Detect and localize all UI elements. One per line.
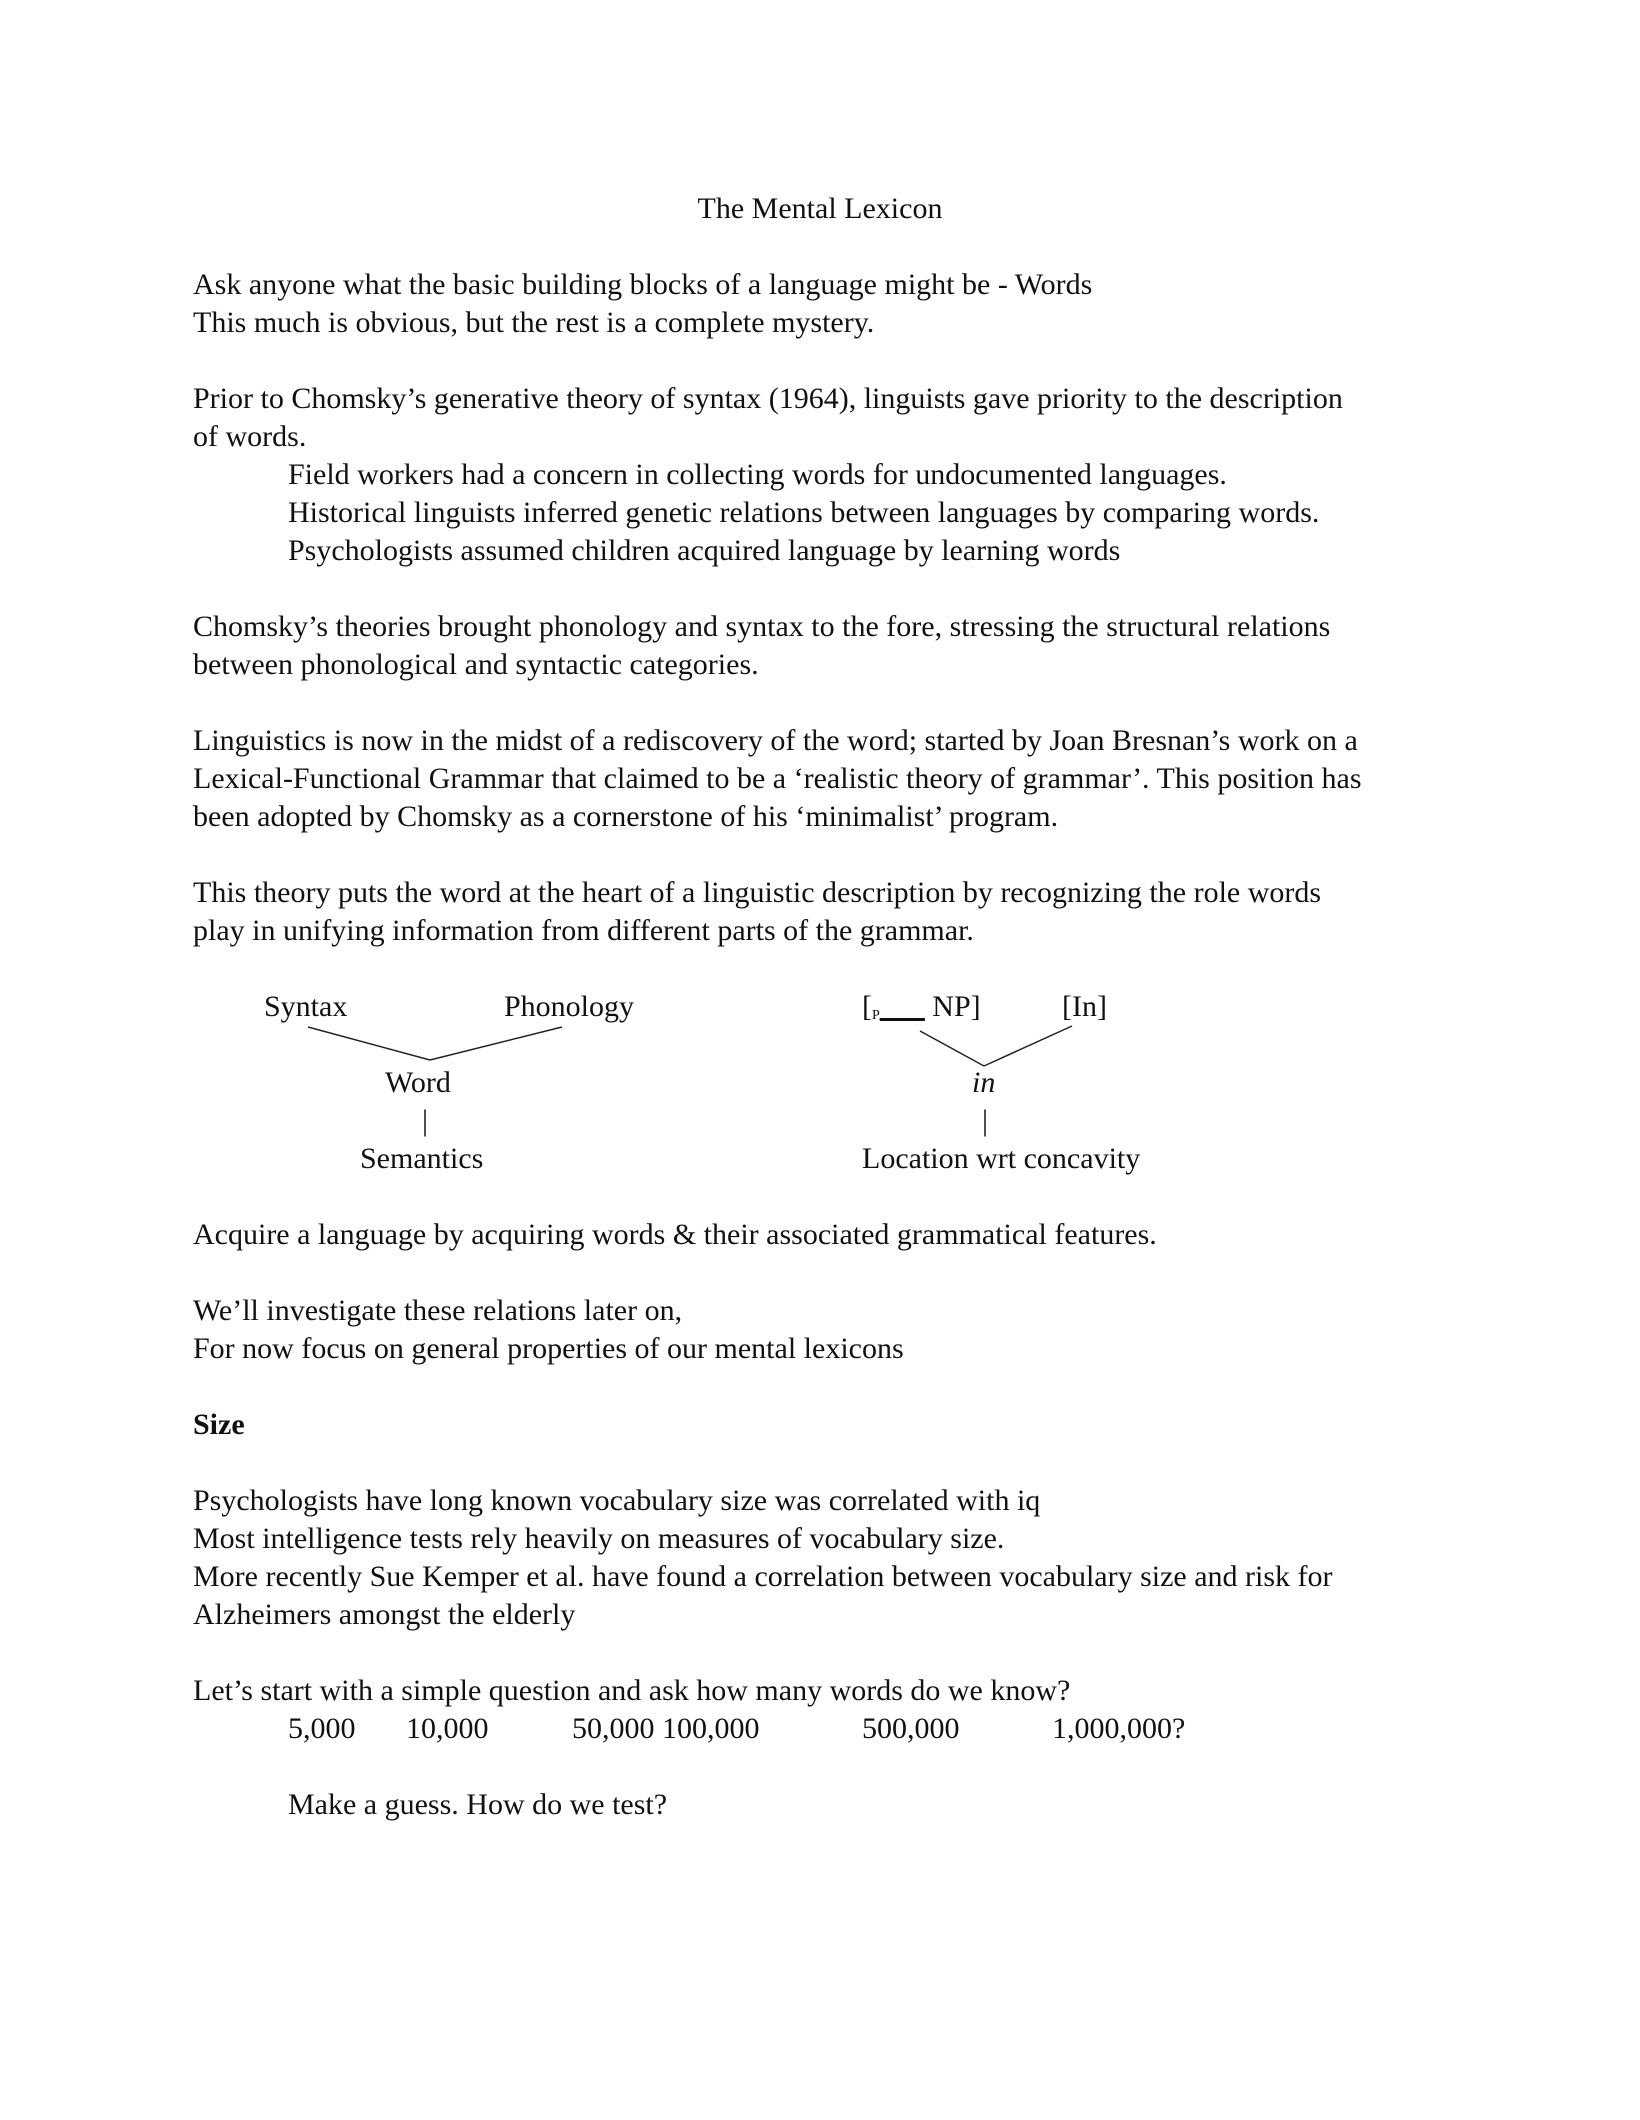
rediscovery-line-1: Linguistics is now in the midst of a rediscovery of the word; started by Joan Bresnan’s work on a bbox=[193, 724, 1358, 757]
later-line-2: For now focus on general properties of our mental lexicons bbox=[193, 1332, 904, 1365]
bracket-np: NP] bbox=[932, 990, 981, 1023]
page-title: The Mental Lexicon bbox=[697, 192, 943, 225]
diagram-left-connector: | bbox=[422, 1104, 429, 1137]
diagram-phonology-label: Phonology bbox=[504, 990, 635, 1023]
np-branch-line bbox=[920, 1031, 984, 1066]
intro-line-2: This much is obvious, but the rest is a complete mystery. bbox=[193, 306, 875, 339]
heart-line-1: This theory puts the word at the heart of a linguistic description by recognizing the role words bbox=[193, 876, 1322, 909]
prior-line-2: of words. bbox=[193, 420, 307, 453]
rediscovery-line-3: been adopted by Chomsky as a cornerstone of his ‘minimalist’ program. bbox=[193, 800, 1059, 833]
phonology-branch-line bbox=[430, 1027, 562, 1060]
bracket-open: [ bbox=[862, 990, 872, 1023]
estimate-1000000: 1,000,000? bbox=[1052, 1712, 1186, 1745]
bracket-subscript: P bbox=[872, 1008, 880, 1023]
chomsky-line-2: between phonological and syntactic categories. bbox=[193, 648, 759, 681]
estimate-500000: 500,000 bbox=[862, 1712, 960, 1745]
size-heading: Size bbox=[193, 1408, 245, 1441]
estimate-50000-100000: 50,000 100,000 bbox=[572, 1712, 760, 1745]
question-line: Let’s start with a simple question and ask how many words do we know? bbox=[193, 1674, 1071, 1707]
later-line-1: We’ll investigate these relations later on, bbox=[193, 1294, 683, 1327]
intro-line-1: Ask anyone what the basic building blocks of a language might be - Words bbox=[193, 268, 1093, 301]
acquire-line: Acquire a language by acquiring words & their associated grammatical features. bbox=[193, 1218, 1157, 1251]
diagram-syntax-label: Syntax bbox=[264, 990, 348, 1023]
diagram-in-feature: [In] bbox=[1062, 990, 1107, 1023]
prior-line-1: Prior to Chomsky’s generative theory of syntax (1964), linguists gave priority to the description bbox=[193, 382, 1343, 415]
estimate-10000: 10,000 bbox=[406, 1712, 489, 1745]
size-line-1: Psychologists have long known vocabulary size was correlated with iq bbox=[193, 1484, 1041, 1517]
size-line-2: Most intelligence tests rely heavily on measures of vocabulary size. bbox=[193, 1522, 1005, 1555]
prior-indented-3: Psychologists assumed children acquired language by learning words bbox=[288, 534, 1121, 567]
prior-indented-1: Field workers had a concern in collecting words for undocumented languages. bbox=[288, 458, 1227, 491]
chomsky-line-1: Chomsky’s theories brought phonology and syntax to the fore, stressing the structural relations bbox=[193, 610, 1331, 643]
syntax-branch-line bbox=[308, 1027, 430, 1060]
diagram-in-word: in bbox=[972, 1066, 996, 1099]
rediscovery-line-2: Lexical-Functional Grammar that claimed to be a ‘realistic theory of grammar’. This position has bbox=[193, 762, 1362, 795]
bracket-blank: ___ bbox=[879, 990, 925, 1023]
diagram-right-connector: | bbox=[982, 1104, 989, 1137]
diagram-word-label: Word bbox=[385, 1066, 451, 1099]
diagram-semantics-label: Semantics bbox=[360, 1142, 484, 1175]
diagram-meaning-label: Location wrt concavity bbox=[862, 1142, 1141, 1175]
in-branch-line bbox=[984, 1026, 1072, 1066]
estimate-5000: 5,000 bbox=[288, 1712, 356, 1745]
size-line-4: Alzheimers amongst the elderly bbox=[193, 1598, 576, 1631]
prior-indented-2: Historical linguists inferred genetic relations between languages by comparing words. bbox=[288, 496, 1320, 529]
diagram-bracket-label bbox=[862, 988, 981, 1035]
size-line-3: More recently Sue Kemper et al. have found a correlation between vocabulary size and risk for bbox=[193, 1560, 1333, 1593]
guess-line: Make a guess. How do we test? bbox=[288, 1788, 668, 1821]
heart-line-2: play in unifying information from different parts of the grammar. bbox=[193, 914, 974, 947]
